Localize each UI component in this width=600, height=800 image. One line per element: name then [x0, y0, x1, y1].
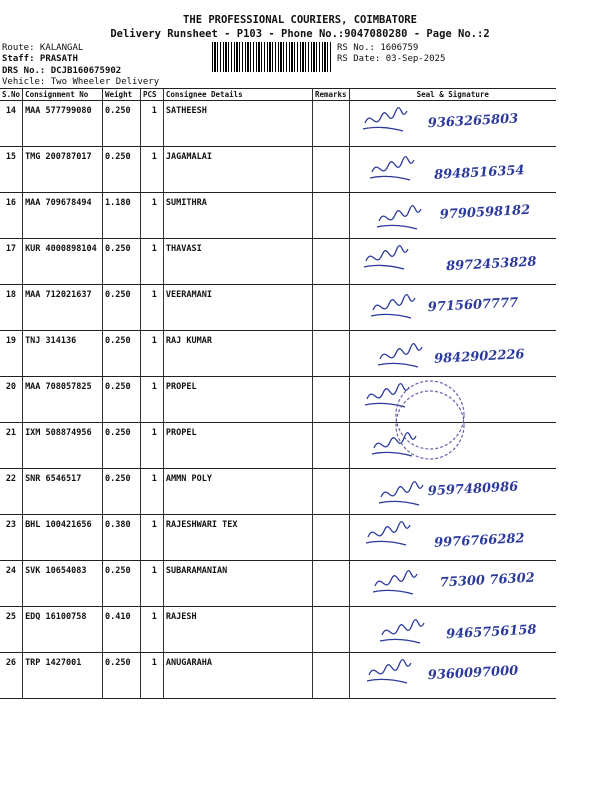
table-row [0, 377, 556, 423]
cell-sno: 14 [0, 101, 23, 147]
cell-sno: 23 [0, 515, 23, 561]
cell-weight: 0.380 [103, 515, 141, 561]
table-row [0, 469, 556, 515]
cell-pcs: 1 [140, 561, 163, 607]
cell-sno: 18 [0, 285, 23, 331]
table-row [0, 147, 556, 193]
barcode [212, 42, 332, 72]
cell-remarks [312, 377, 349, 423]
cell-signature [349, 193, 556, 239]
signature-phone: 9360097000 [427, 663, 519, 684]
cell-signature [349, 561, 556, 607]
col-consignment: Consignment No [23, 89, 103, 101]
cell-weight: 0.410 [103, 607, 141, 653]
cell-weight: 1.180 [103, 193, 141, 239]
signature-scribble [370, 157, 414, 180]
cell-signature [349, 423, 556, 469]
cell-consignee: PROPEL [163, 423, 312, 469]
cell-consignee: PROPEL [163, 377, 312, 423]
cell-consignee: THAVASI [163, 239, 312, 285]
cell-consignment-no: EDQ 16100758 [23, 607, 103, 653]
cell-remarks [312, 331, 349, 377]
cell-signature [349, 147, 556, 193]
cell-consignment-no: TNJ 314136 [23, 331, 103, 377]
handwritten-signature [350, 285, 560, 325]
cell-weight: 0.250 [103, 239, 141, 285]
col-sno: S.No [0, 89, 23, 101]
handwritten-signature [350, 653, 560, 693]
cell-remarks [312, 561, 349, 607]
drs-number: DRS No.: DCJB160675902 [2, 66, 122, 76]
cell-consignee: JAGAMALAI [163, 147, 312, 193]
cell-signature [349, 653, 556, 699]
cell-signature [349, 331, 556, 377]
signature-phone: 9363265803 [427, 111, 519, 132]
handwritten-signature [350, 561, 560, 601]
cell-remarks [312, 607, 349, 653]
cell-signature [349, 377, 556, 423]
cell-sno: 25 [0, 607, 23, 653]
cell-consignment-no: MAA 709678494 [23, 193, 103, 239]
cell-sno: 24 [0, 561, 23, 607]
handwritten-signature [350, 377, 560, 417]
cell-pcs: 1 [140, 331, 163, 377]
signature-phone: 9715607777 [427, 295, 519, 316]
signature-scribble [367, 660, 411, 683]
cell-sno: 22 [0, 469, 23, 515]
cell-signature [349, 469, 556, 515]
cell-remarks [312, 653, 349, 699]
signature-phone: 9976766282 [433, 531, 525, 551]
cell-consignee: AMMN POLY [163, 469, 312, 515]
cell-weight: 0.250 [103, 423, 141, 469]
col-pcs: PCS [140, 89, 163, 101]
cell-consignee: VEERAMANI [163, 285, 312, 331]
cell-sno: 20 [0, 377, 23, 423]
cell-consignment-no: IXM 508874956 [23, 423, 103, 469]
cell-remarks [312, 193, 349, 239]
cell-weight: 0.250 [103, 653, 141, 699]
table-header-row [0, 89, 556, 101]
signature-phone: 9465756158 [445, 622, 537, 643]
cell-consignee: RAJ KUMAR [163, 331, 312, 377]
cell-weight: 0.250 [103, 285, 141, 331]
table-row [0, 239, 556, 285]
cell-weight: 0.250 [103, 331, 141, 377]
runsheet-table [0, 88, 556, 699]
cell-signature [349, 285, 556, 331]
signature-phone: 9597480986 [427, 479, 519, 500]
table-row [0, 193, 556, 239]
cell-pcs: 1 [140, 239, 163, 285]
cell-consignee: RAJESHWARI TEX [163, 515, 312, 561]
cell-pcs: 1 [140, 515, 163, 561]
signature-scribble [363, 108, 407, 131]
cell-signature [349, 101, 556, 147]
cell-sno: 17 [0, 239, 23, 285]
handwritten-signature [350, 101, 560, 141]
cell-consignment-no: TMG 200787017 [23, 147, 103, 193]
handwritten-signature [350, 193, 560, 233]
cell-remarks [312, 469, 349, 515]
cell-consignment-no: MAA 577799080 [23, 101, 103, 147]
cell-sno: 15 [0, 147, 23, 193]
table-row [0, 653, 556, 699]
cell-remarks [312, 515, 349, 561]
staff-label: Staff: PRASATH [2, 54, 78, 64]
cell-remarks [312, 101, 349, 147]
cell-pcs: 1 [140, 607, 163, 653]
signature-phone: 8972453828 [445, 254, 537, 275]
col-signature: Seal & Signature [349, 89, 556, 101]
signature-phone: 75300 76302 [439, 570, 535, 591]
cell-weight: 0.250 [103, 147, 141, 193]
handwritten-signature [350, 515, 560, 555]
cell-weight: 0.250 [103, 469, 141, 515]
cell-remarks [312, 423, 349, 469]
cell-consignment-no: BHL 100421656 [23, 515, 103, 561]
signature-phone: 8948516354 [433, 163, 525, 183]
signature-scribble [366, 522, 410, 545]
cell-consignment-no: MAA 708057825 [23, 377, 103, 423]
col-remarks: Remarks [312, 89, 349, 101]
cell-remarks [312, 285, 349, 331]
signature-scribble [378, 344, 422, 367]
col-consignee: Consignee Details [163, 89, 312, 101]
signature-scribble [377, 206, 421, 229]
rs-date: RS Date: 03-Sep-2025 [337, 54, 446, 64]
handwritten-signature [350, 469, 560, 509]
cell-pcs: 1 [140, 469, 163, 515]
cell-consignee: ANUGARAHA [163, 653, 312, 699]
table-row [0, 285, 556, 331]
handwritten-signature [350, 607, 560, 647]
table-row [0, 515, 556, 561]
cell-pcs: 1 [140, 423, 163, 469]
handwritten-signature [350, 331, 560, 371]
signature-scribble [379, 482, 423, 505]
cell-consignee: SUMITHRA [163, 193, 312, 239]
signature-scribble [380, 620, 424, 643]
cell-pcs: 1 [140, 101, 163, 147]
signature-scribble [373, 571, 417, 594]
table-row [0, 423, 556, 469]
cell-consignee: SATHEESH [163, 101, 312, 147]
handwritten-signature [350, 423, 560, 463]
cell-pcs: 1 [140, 377, 163, 423]
cell-consignment-no: TRP 1427001 [23, 653, 103, 699]
table-row [0, 607, 556, 653]
signature-phone: 9842902226 [433, 347, 525, 367]
cell-weight: 0.250 [103, 561, 141, 607]
route-label: Route: KALANGAL [2, 43, 84, 53]
cell-sno: 26 [0, 653, 23, 699]
cell-pcs: 1 [140, 653, 163, 699]
cell-signature [349, 607, 556, 653]
cell-pcs: 1 [140, 147, 163, 193]
signature-scribble [364, 246, 408, 269]
cell-consignment-no: KUR 4000898104 [23, 239, 103, 285]
col-weight: Weight [103, 89, 141, 101]
handwritten-signature [350, 147, 560, 187]
cell-remarks [312, 147, 349, 193]
table-row [0, 561, 556, 607]
cell-consignee: RAJESH [163, 607, 312, 653]
cell-consignment-no: SVK 10654083 [23, 561, 103, 607]
cell-weight: 0.250 [103, 101, 141, 147]
cell-pcs: 1 [140, 285, 163, 331]
cell-signature [349, 239, 556, 285]
cell-sno: 21 [0, 423, 23, 469]
cell-sno: 19 [0, 331, 23, 377]
cell-sno: 16 [0, 193, 23, 239]
runsheet-subtitle: Delivery Runsheet - P103 - Phone No.:9047080280 - Page No.:2 [110, 28, 490, 40]
rs-number: RS No.: 1606759 [337, 43, 419, 53]
signature-scribble [371, 295, 415, 318]
vehicle-label: Vehicle: Two Wheeler Delivery [2, 77, 160, 87]
handwritten-signature [350, 239, 560, 279]
table-row [0, 331, 556, 377]
signature-phone: 9790598182 [439, 202, 531, 223]
cell-pcs: 1 [140, 193, 163, 239]
cell-signature [349, 515, 556, 561]
cell-remarks [312, 239, 349, 285]
cell-consignment-no: SNR 6546517 [23, 469, 103, 515]
company-title: THE PROFESSIONAL COURIERS, COIMBATORE [183, 14, 417, 26]
cell-weight: 0.250 [103, 377, 141, 423]
table-row [0, 101, 556, 147]
cell-consignee: SUBARAMANIAN [163, 561, 312, 607]
cell-consignment-no: MAA 712021637 [23, 285, 103, 331]
